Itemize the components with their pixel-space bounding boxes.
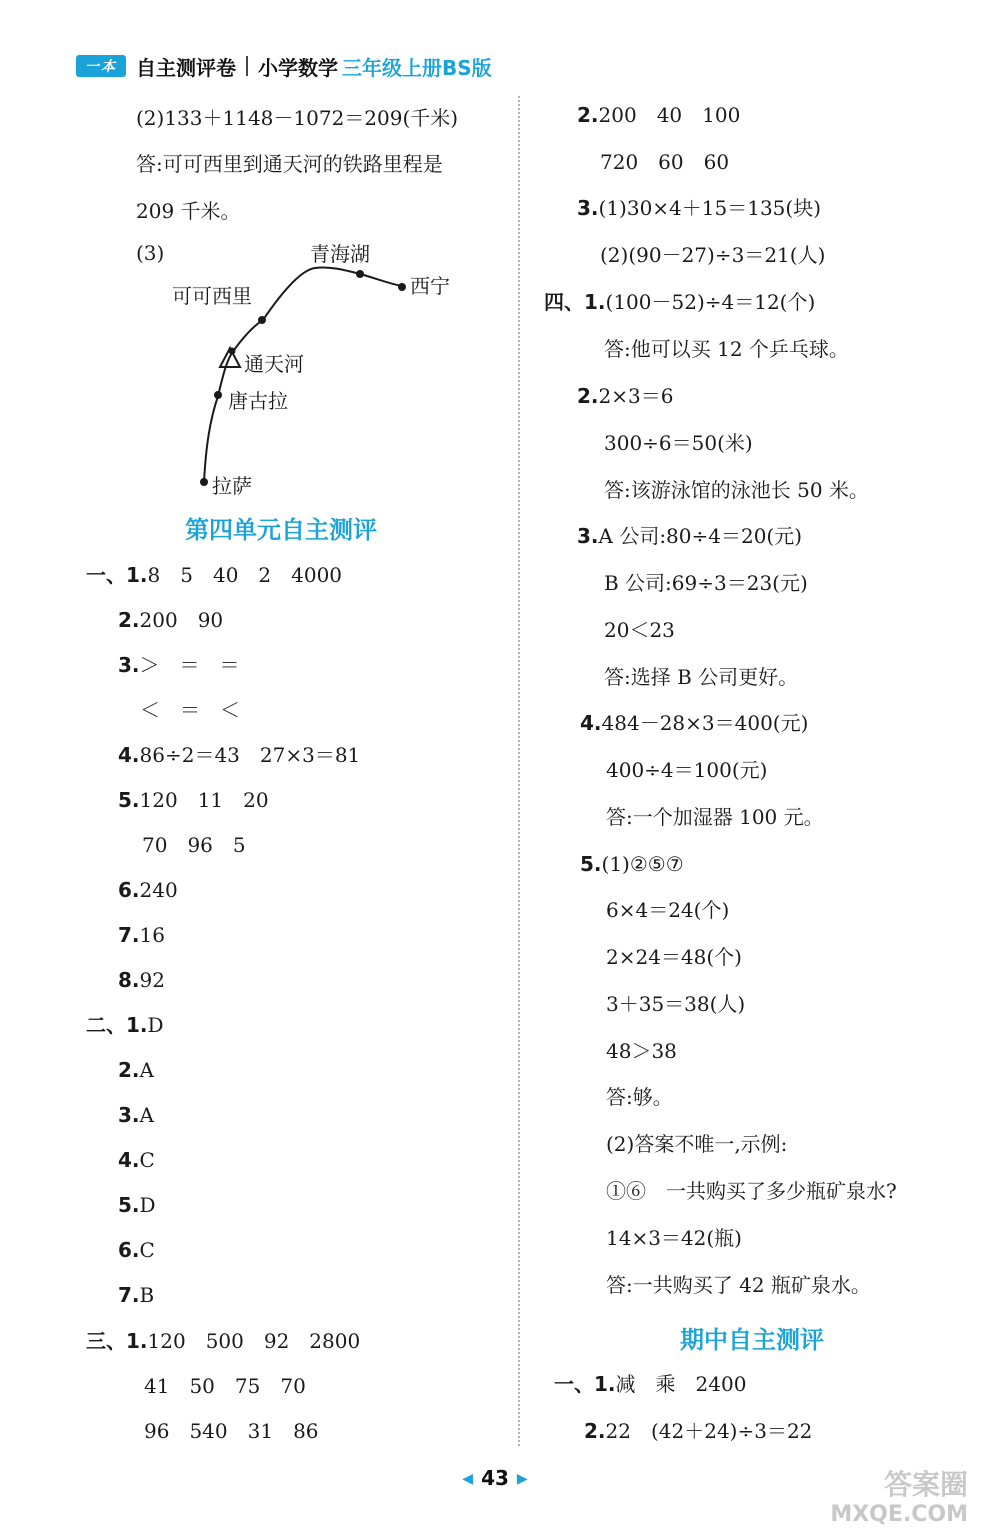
answer-line: 20＜23 (604, 618, 675, 642)
section-title-midterm: 期中自主测评 (680, 1326, 824, 1354)
answer-line: 二、1.D (86, 1013, 164, 1037)
answer-line: 一、1.8 5 40 2 4000 (86, 563, 343, 587)
answer-line: 2.2×3＝6 (577, 384, 674, 408)
grade-title: 三年级上册BS版 (342, 55, 492, 80)
answer-line: 2.22 (42＋24)÷3＝22 (584, 1419, 813, 1443)
station-dot-lasa (200, 478, 208, 486)
answer-line: 答:选择 B 公司更好。 (604, 665, 799, 689)
label-tongtianhe: 通天河 (244, 352, 304, 376)
answer-line: 2.200 40 100 (577, 103, 741, 127)
header-separator (246, 56, 248, 76)
answer-line: 答:一个加湿器 100 元。 (606, 805, 824, 829)
answer-line: 3.＞ ＝ ＝ (118, 653, 240, 677)
answer-line: 300÷6＝50(米) (604, 431, 753, 455)
station-dot-tongtianhe (229, 348, 236, 355)
answer-line: 5.D (118, 1193, 156, 1217)
subject-title: 小学数学 (258, 55, 338, 80)
answer-line: 48＞38 (606, 1039, 677, 1063)
label-kekexili: 可可西里 (172, 284, 252, 308)
answer-line: 7.16 (118, 923, 165, 947)
answer-line: 2.A (118, 1058, 154, 1082)
answer-line: 答:够。 (606, 1085, 673, 1109)
answer-line: 答:一共购买了 42 瓶矿泉水。 (606, 1273, 871, 1297)
answer-line: 三、1.120 500 92 2800 (86, 1329, 361, 1353)
label-qinghaihu: 青海湖 (310, 242, 370, 266)
series-title: 自主测评卷 (136, 55, 236, 80)
answer-line: 答:他可以买 12 个乒乓球。 (604, 337, 849, 361)
answer-line: 14×3＝42(瓶) (606, 1226, 742, 1250)
answer-line: 2×24＝48(个) (606, 945, 742, 969)
label-xining: 西宁 (410, 274, 450, 298)
answer-line: 4.86÷2＝43 27×3＝81 (118, 743, 361, 767)
answer-line: 答:该游泳馆的泳池长 50 米。 (604, 478, 869, 502)
station-dot-tanggula (214, 391, 222, 399)
answer-line: ＜ ＝ ＜ (140, 698, 240, 722)
answer-line: 5.120 11 20 (118, 788, 269, 812)
column-divider (518, 96, 520, 1446)
page-number: ◀ 43 ▶ (462, 1466, 528, 1490)
brand-logo: 一本 (76, 55, 126, 77)
answer-line: 3.(1)30×4＋15＝135(块) (577, 196, 822, 220)
answer-line: (3) (136, 241, 165, 265)
answer-line: 4.C (118, 1148, 155, 1172)
railway-route-map (160, 230, 480, 500)
answer-line: 209 千米。 (136, 199, 241, 223)
answer-line: 6×4＝24(个) (606, 898, 730, 922)
answer-line: 3.A 公司:80÷4＝20(元) (577, 524, 803, 548)
answer-line: (2)133＋1148－1072＝209(千米) (136, 106, 459, 130)
station-dot-kekexili (258, 316, 266, 324)
answer-line: 400÷4＝100(元) (606, 758, 768, 782)
answer-line: 8.92 (118, 968, 165, 992)
answer-line: 答:可可西里到通天河的铁路里程是 (136, 152, 443, 176)
watermark: 答案圈 MXQE.COM (830, 1468, 968, 1527)
answer-line: (2)(90－27)÷3＝21(人) (600, 243, 826, 267)
label-lasa: 拉萨 (212, 474, 252, 498)
label-tanggula: 唐古拉 (228, 389, 288, 413)
triangle-right-icon: ▶ (516, 1471, 528, 1487)
answer-line: 一、1.减 乘 2400 (554, 1372, 747, 1396)
answer-line: 720 60 60 (600, 150, 730, 174)
answer-line: 6.C (118, 1238, 155, 1262)
answer-line: ①⑥ 一共购买了多少瓶矿泉水? (606, 1179, 897, 1203)
answer-line: 4.484－28×3＝400(元) (580, 711, 809, 735)
triangle-left-icon: ◀ (462, 1471, 474, 1487)
answer-line: 3＋35＝38(人) (606, 992, 746, 1016)
answer-line: 2.200 90 (118, 608, 224, 632)
answer-line: 7.B (118, 1283, 155, 1307)
answer-line: B 公司:69÷3＝23(元) (604, 571, 808, 595)
answer-line: 96 540 31 86 (144, 1419, 319, 1443)
answer-line: 70 96 5 (142, 833, 246, 857)
answer-line: 四、1.(100－52)÷4＝12(个) (544, 290, 816, 314)
station-dot-qinghaihu (356, 270, 364, 278)
answer-line: 5.(1)②⑤⑦ (580, 852, 684, 876)
section-title-unit4: 第四单元自主测评 (185, 516, 377, 544)
answer-line: 41 50 75 70 (144, 1374, 306, 1398)
answer-line: (2)答案不唯一,示例: (606, 1132, 788, 1156)
page-header (76, 52, 492, 80)
answer-line: 6.240 (118, 878, 178, 902)
answer-line: 3.A (118, 1103, 154, 1127)
station-dot-xining (398, 283, 406, 291)
